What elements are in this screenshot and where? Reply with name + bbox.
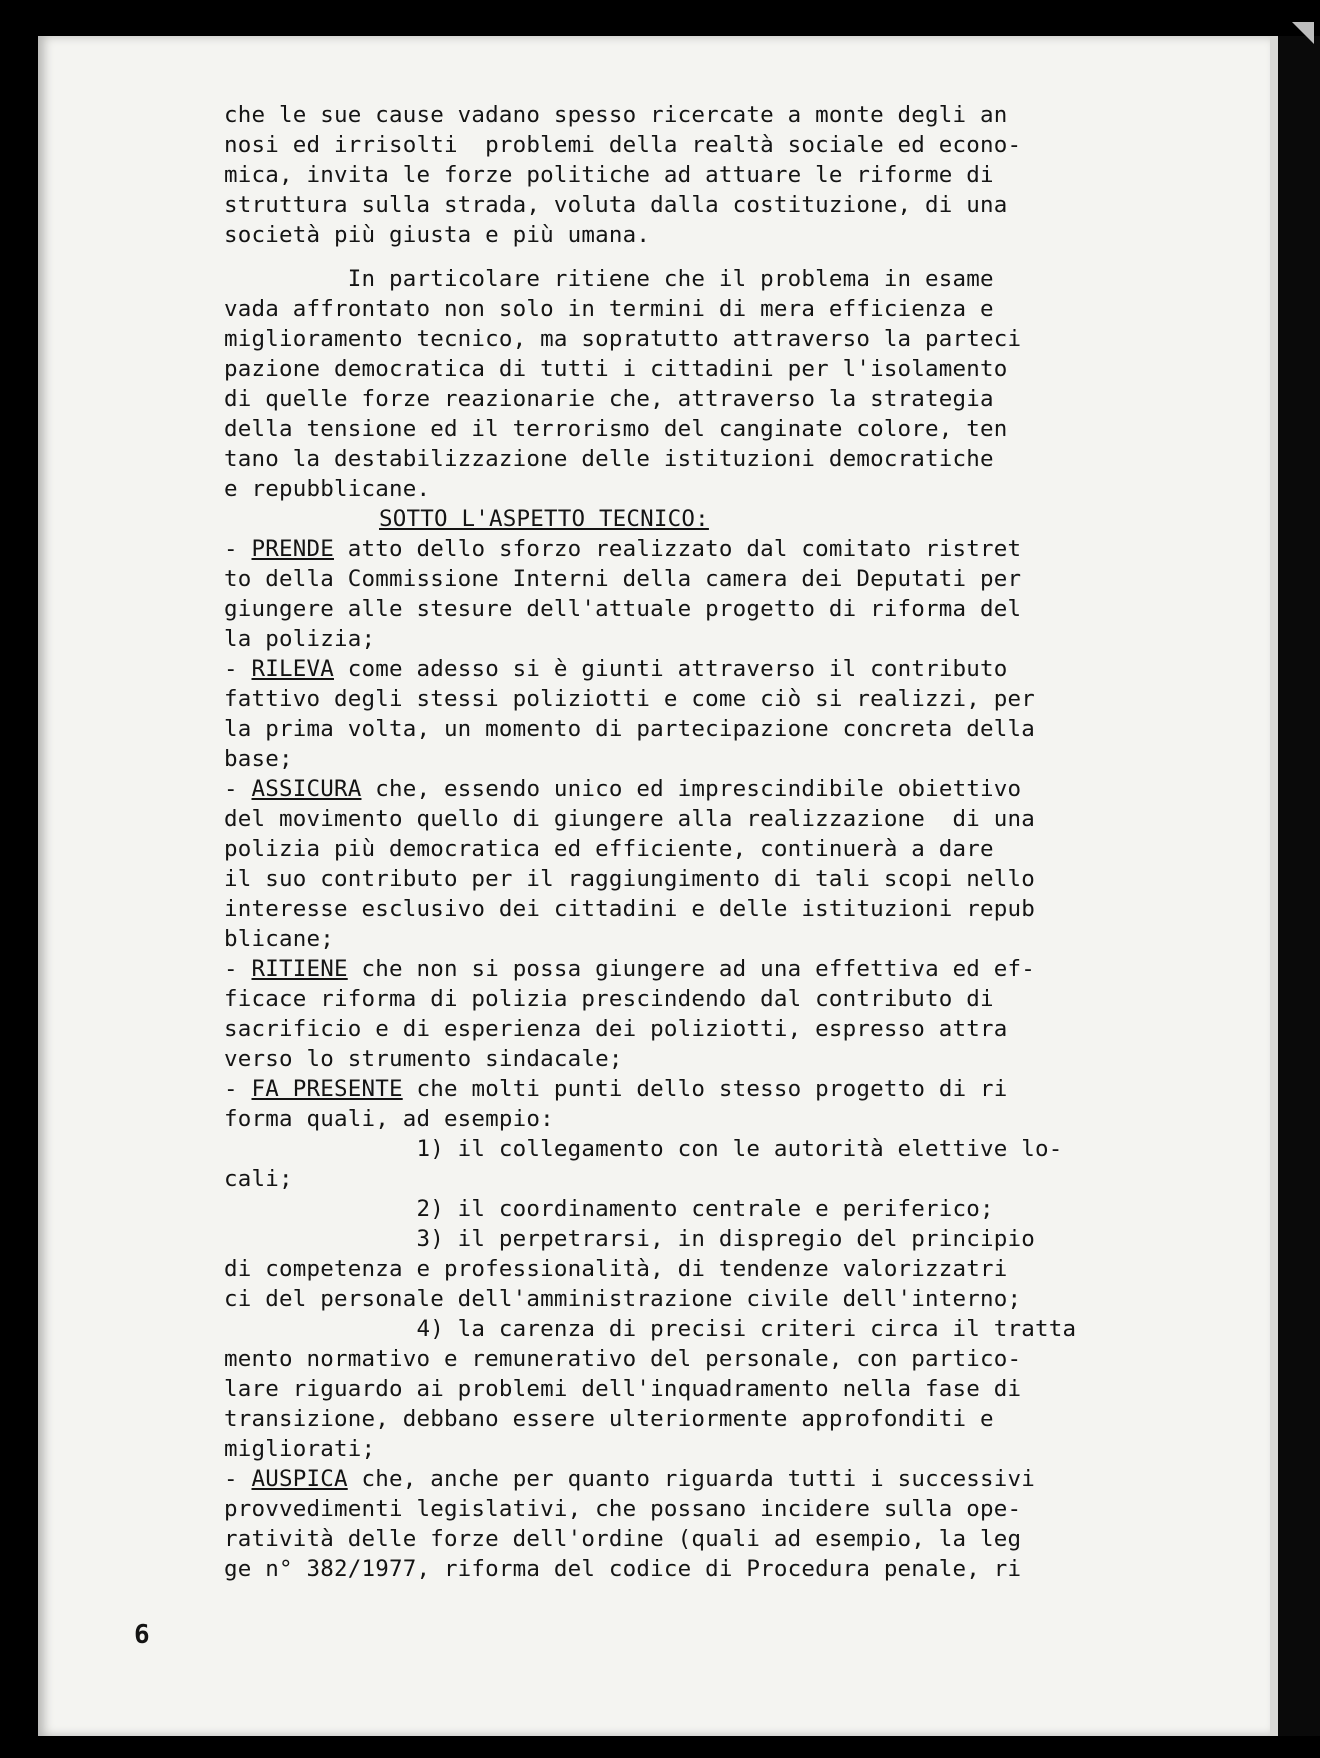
item-line: 1) il collegamento con le autorità elettive lo- bbox=[224, 1136, 1063, 1162]
item-first-text: che non si possa giungere ad una effettiva ed ef- bbox=[347, 956, 1036, 982]
intro-line: che le sue cause vadano spesso ricercate a monte degli an bbox=[224, 102, 1008, 128]
item-first-line: - ASSICURA che, essendo unico ed imprescindibile obiettivo bbox=[224, 776, 1022, 802]
item-keyword: AUSPICA bbox=[251, 1466, 348, 1492]
paragraph-particolare bbox=[224, 264, 1124, 504]
item-fa-presente bbox=[224, 1074, 1124, 1464]
item-list bbox=[224, 534, 1124, 1584]
particolare-line: vada affrontato non solo in termini di mera efficienza e bbox=[224, 296, 994, 322]
item-line: verso lo strumento sindacale; bbox=[224, 1046, 623, 1072]
item-line: ge n° 382/1977, riforma del codice di Procedura penale, ri bbox=[224, 1556, 1022, 1582]
particolare-line: di quelle forze reazionarie che, attraverso la strategia bbox=[224, 386, 994, 412]
scan-border bbox=[1278, 36, 1320, 1736]
item-line: giungere alle stesure dell'attuale progetto di riforma del bbox=[224, 596, 1022, 622]
item-first-line: - AUSPICA che, anche per quanto riguarda tutti i successivi bbox=[224, 1466, 1036, 1492]
item-line: 3) il perpetrarsi, in dispregio del principio bbox=[224, 1226, 1036, 1252]
item-first-line: - RITIENE che non si possa giungere ad una effettiva ed ef- bbox=[224, 956, 1036, 982]
item-prende bbox=[224, 534, 1124, 654]
item-assicura bbox=[224, 774, 1124, 954]
item-keyword: FA PRESENTE bbox=[251, 1076, 403, 1102]
item-keyword: PRENDE bbox=[251, 536, 334, 562]
document-body bbox=[224, 100, 1124, 1584]
paper-edge bbox=[1270, 36, 1278, 1736]
item-line: ratività delle forze dell'ordine (quali ad esempio, la leg bbox=[224, 1526, 1022, 1552]
item-line: transizione, debbano essere ulteriormente approfonditi e bbox=[224, 1406, 994, 1432]
item-keyword: ASSICURA bbox=[251, 776, 362, 802]
page-number: 6 bbox=[134, 1620, 150, 1650]
item-line: mento normativo e remunerativo del personale, con partico- bbox=[224, 1346, 1022, 1372]
intro-line: nosi ed irrisolti problemi della realtà sociale ed econo- bbox=[224, 132, 1022, 158]
item-line: lare riguardo ai problemi dell'inquadramento nella fase di bbox=[224, 1376, 1022, 1402]
item-line: di competenza e professionalità, di tendenze valorizzatri bbox=[224, 1256, 1008, 1282]
intro-line: società più giusta e più umana. bbox=[224, 222, 651, 248]
item-line: to della Commissione Interni della camera dei Deputati per bbox=[224, 566, 1022, 592]
item-line: del movimento quello di giungere alla realizzazione di una bbox=[224, 806, 1036, 832]
item-ritiene bbox=[224, 954, 1124, 1074]
item-line: la polizia; bbox=[224, 626, 376, 652]
item-line: 2) il coordinamento centrale e periferico; bbox=[224, 1196, 994, 1222]
item-keyword: RITIENE bbox=[251, 956, 348, 982]
particolare-line: pazione democratica di tutti i cittadini per l'isolamento bbox=[224, 356, 1008, 382]
item-line: 4) la carenza di precisi criteri circa il tratta bbox=[224, 1316, 1077, 1342]
item-line: interesse esclusivo dei cittadini e delle istituzioni repub bbox=[224, 896, 1036, 922]
item-first-line: - RILEVA come adesso si è giunti attraverso il contributo bbox=[224, 656, 1008, 682]
item-first-text: che, essendo unico ed imprescindibile obiettivo bbox=[361, 776, 1022, 802]
item-line: sacrificio e di esperienza dei poliziotti, espresso attra bbox=[224, 1016, 1008, 1042]
particolare-line: miglioramento tecnico, ma sopratutto attraverso la parteci bbox=[224, 326, 1022, 352]
item-keyword: RILEVA bbox=[251, 656, 334, 682]
intro-line: mica, invita le forze politiche ad attuare le riforme di bbox=[224, 162, 994, 188]
item-line: base; bbox=[224, 746, 293, 772]
item-first-line: - FA PRESENTE che molti punti dello stesso progetto di ri bbox=[224, 1076, 1008, 1102]
item-line: la prima volta, un momento di partecipazione concreta della bbox=[224, 716, 1036, 742]
item-first-text: come adesso si è giunti attraverso il contributo bbox=[333, 656, 1008, 682]
particolare-line: e repubblicane. bbox=[224, 476, 431, 502]
paragraph-intro bbox=[224, 100, 1124, 250]
item-line: provvedimenti legislativi, che possano incidere sulla ope- bbox=[224, 1496, 1022, 1522]
item-line: fattivo degli stessi poliziotti e come ciò si realizzi, per bbox=[224, 686, 1036, 712]
particolare-line: tano la destabilizzazione delle istituzioni democratiche bbox=[224, 446, 994, 472]
particolare-line: della tensione ed il terrorismo del canginate colore, ten bbox=[224, 416, 1008, 442]
intro-line: struttura sulla strada, voluta dalla costituzione, di una bbox=[224, 192, 1008, 218]
item-rileva bbox=[224, 654, 1124, 774]
item-line: cali; bbox=[224, 1166, 293, 1192]
item-auspica bbox=[224, 1464, 1124, 1584]
item-line: blicane; bbox=[224, 926, 334, 952]
item-line: polizia più democratica ed efficiente, continuerà a dare bbox=[224, 836, 994, 862]
item-first-text: che, anche per quanto riguarda tutti i successivi bbox=[347, 1466, 1036, 1492]
item-line: ficace riforma di polizia prescindendo dal contributo di bbox=[224, 986, 994, 1012]
item-line: ci del personale dell'amministrazione civile dell'interno; bbox=[224, 1286, 1022, 1312]
item-line: migliorati; bbox=[224, 1436, 376, 1462]
item-first-text: che molti punti dello stesso progetto di ri bbox=[402, 1076, 1008, 1102]
item-first-text: atto dello sforzo realizzato dal comitato ristret bbox=[333, 536, 1022, 562]
section-heading: SOTTO L'ASPETTO TECNICO: bbox=[379, 506, 709, 532]
particolare-line: In particolare ritiene che il problema in esame bbox=[224, 266, 994, 292]
item-first-line: - PRENDE atto dello sforzo realizzato dal comitato ristret bbox=[224, 536, 1022, 562]
item-line: forma quali, ad esempio: bbox=[224, 1106, 554, 1132]
item-line: il suo contributo per il raggiungimento di tali scopi nello bbox=[224, 866, 1036, 892]
